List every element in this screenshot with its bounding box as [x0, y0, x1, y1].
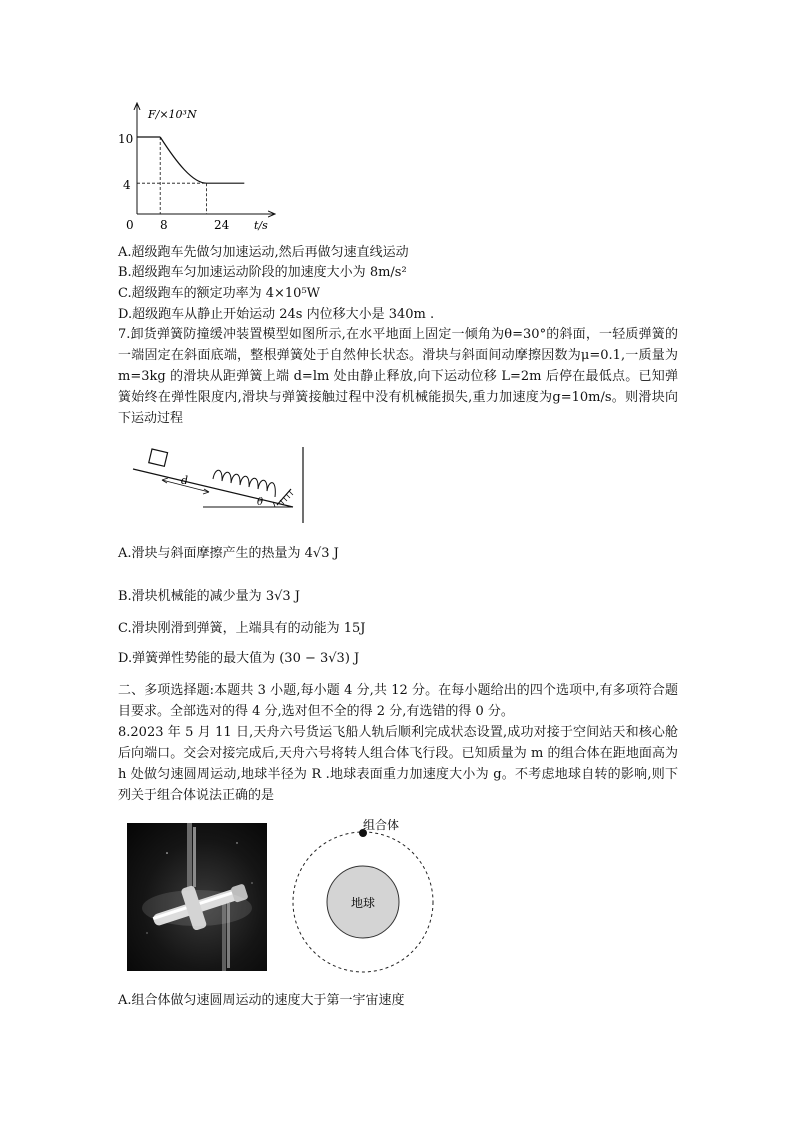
slider-block [149, 449, 168, 466]
q6-option-b: B.超级跑车匀加速运动阶段的加速度大小为 8m/s² [118, 265, 407, 280]
orbit-diagram [290, 812, 440, 974]
q7-option-d: D.弹簧弹性势能的最大值为 (30 − 3√3) J [118, 651, 360, 666]
incline-spring-figure [125, 445, 315, 525]
theta-label: θ [257, 497, 264, 508]
q6-option-a: A.超级跑车先做匀加速运动,然后再做匀速直线运动 [118, 245, 409, 260]
earth-label: 地球 [350, 896, 376, 910]
q7-option-b: B.滑块机械能的减少量为 3√3 J [118, 589, 300, 604]
space-station-photo [127, 823, 267, 971]
force-time-graph [112, 98, 282, 234]
section-2-header: 二、多项选择题:本题共 3 小题,每小题 4 分,共 12 分。在每小题给出的四个选项中,有多项符合题目要求。全部选对的得 4 分,选对但不全的得 2 分,有选错的得 0 分。 [118, 683, 678, 719]
y-axis-label: F/×10³N [148, 108, 197, 121]
q6-option-d: D.超级跑车从静止开始运动 24s 内位移大小是 340m . [118, 307, 435, 322]
y-tick-4: 4 [123, 178, 131, 192]
q7-option-c: C.滑块刚滑到弹簧，上端具有的动能为 15J [118, 621, 366, 636]
x-tick-24: 24 [214, 218, 230, 232]
q8-option-a: A.组合体做匀速圆周运动的速度大于第一宇宙速度 [118, 993, 405, 1008]
x-tick-8: 8 [160, 218, 168, 232]
q7-option-a: A.滑块与斜面摩擦产生的热量为 4√3 J [118, 546, 339, 561]
q6-option-c: C.超级跑车的额定功率为 4×10⁵W [118, 286, 321, 301]
satellite-label: 组合体 [363, 818, 400, 832]
force-segment-decreasing [160, 137, 206, 183]
q8-question-text: 8.2023 年 5 月 11 日,天舟六号货运飞船人轨后顺利完成状态设置,成功对接于空间站天和核心舱后向端口。交会对接完成后,天舟六号将转人组合体飞行段。已知质量为 m 的组合体在距地面高为 h 处做匀速圆周运动,地球半径为 R .地球表面重力加速度大小为 g。不考虑地球自转的影响,则下列关于组合体说法正确的是 [118, 725, 678, 803]
graph-plot [137, 137, 244, 214]
q7-question-text: 7.卸货弹簧防撞缓冲装置模型如图所示,在水平地面上固定一倾角为θ=30°的斜面，一轻质弹簧的一端固定在斜面底端，整根弹簧处于自然伸长状态。滑块与斜面间动摩擦因数为μ=0.1,一质量为 m=3kg 的滑块从距弹簧上端 d=lm 处由静止释放,向下运动位移 L=2m 后停在最低点。已知弹簧始终在弹性限度内,滑块与弹簧接触过程中没有机械能损失,重力加速度为g=10m/s。则滑块向下运动过程 [118, 327, 678, 426]
x-axis-label: t/s [254, 219, 268, 232]
y-tick-10: 10 [118, 132, 134, 146]
distance-d-label: d [181, 474, 189, 487]
spring [213, 470, 275, 497]
origin-label: 0 [126, 218, 134, 232]
